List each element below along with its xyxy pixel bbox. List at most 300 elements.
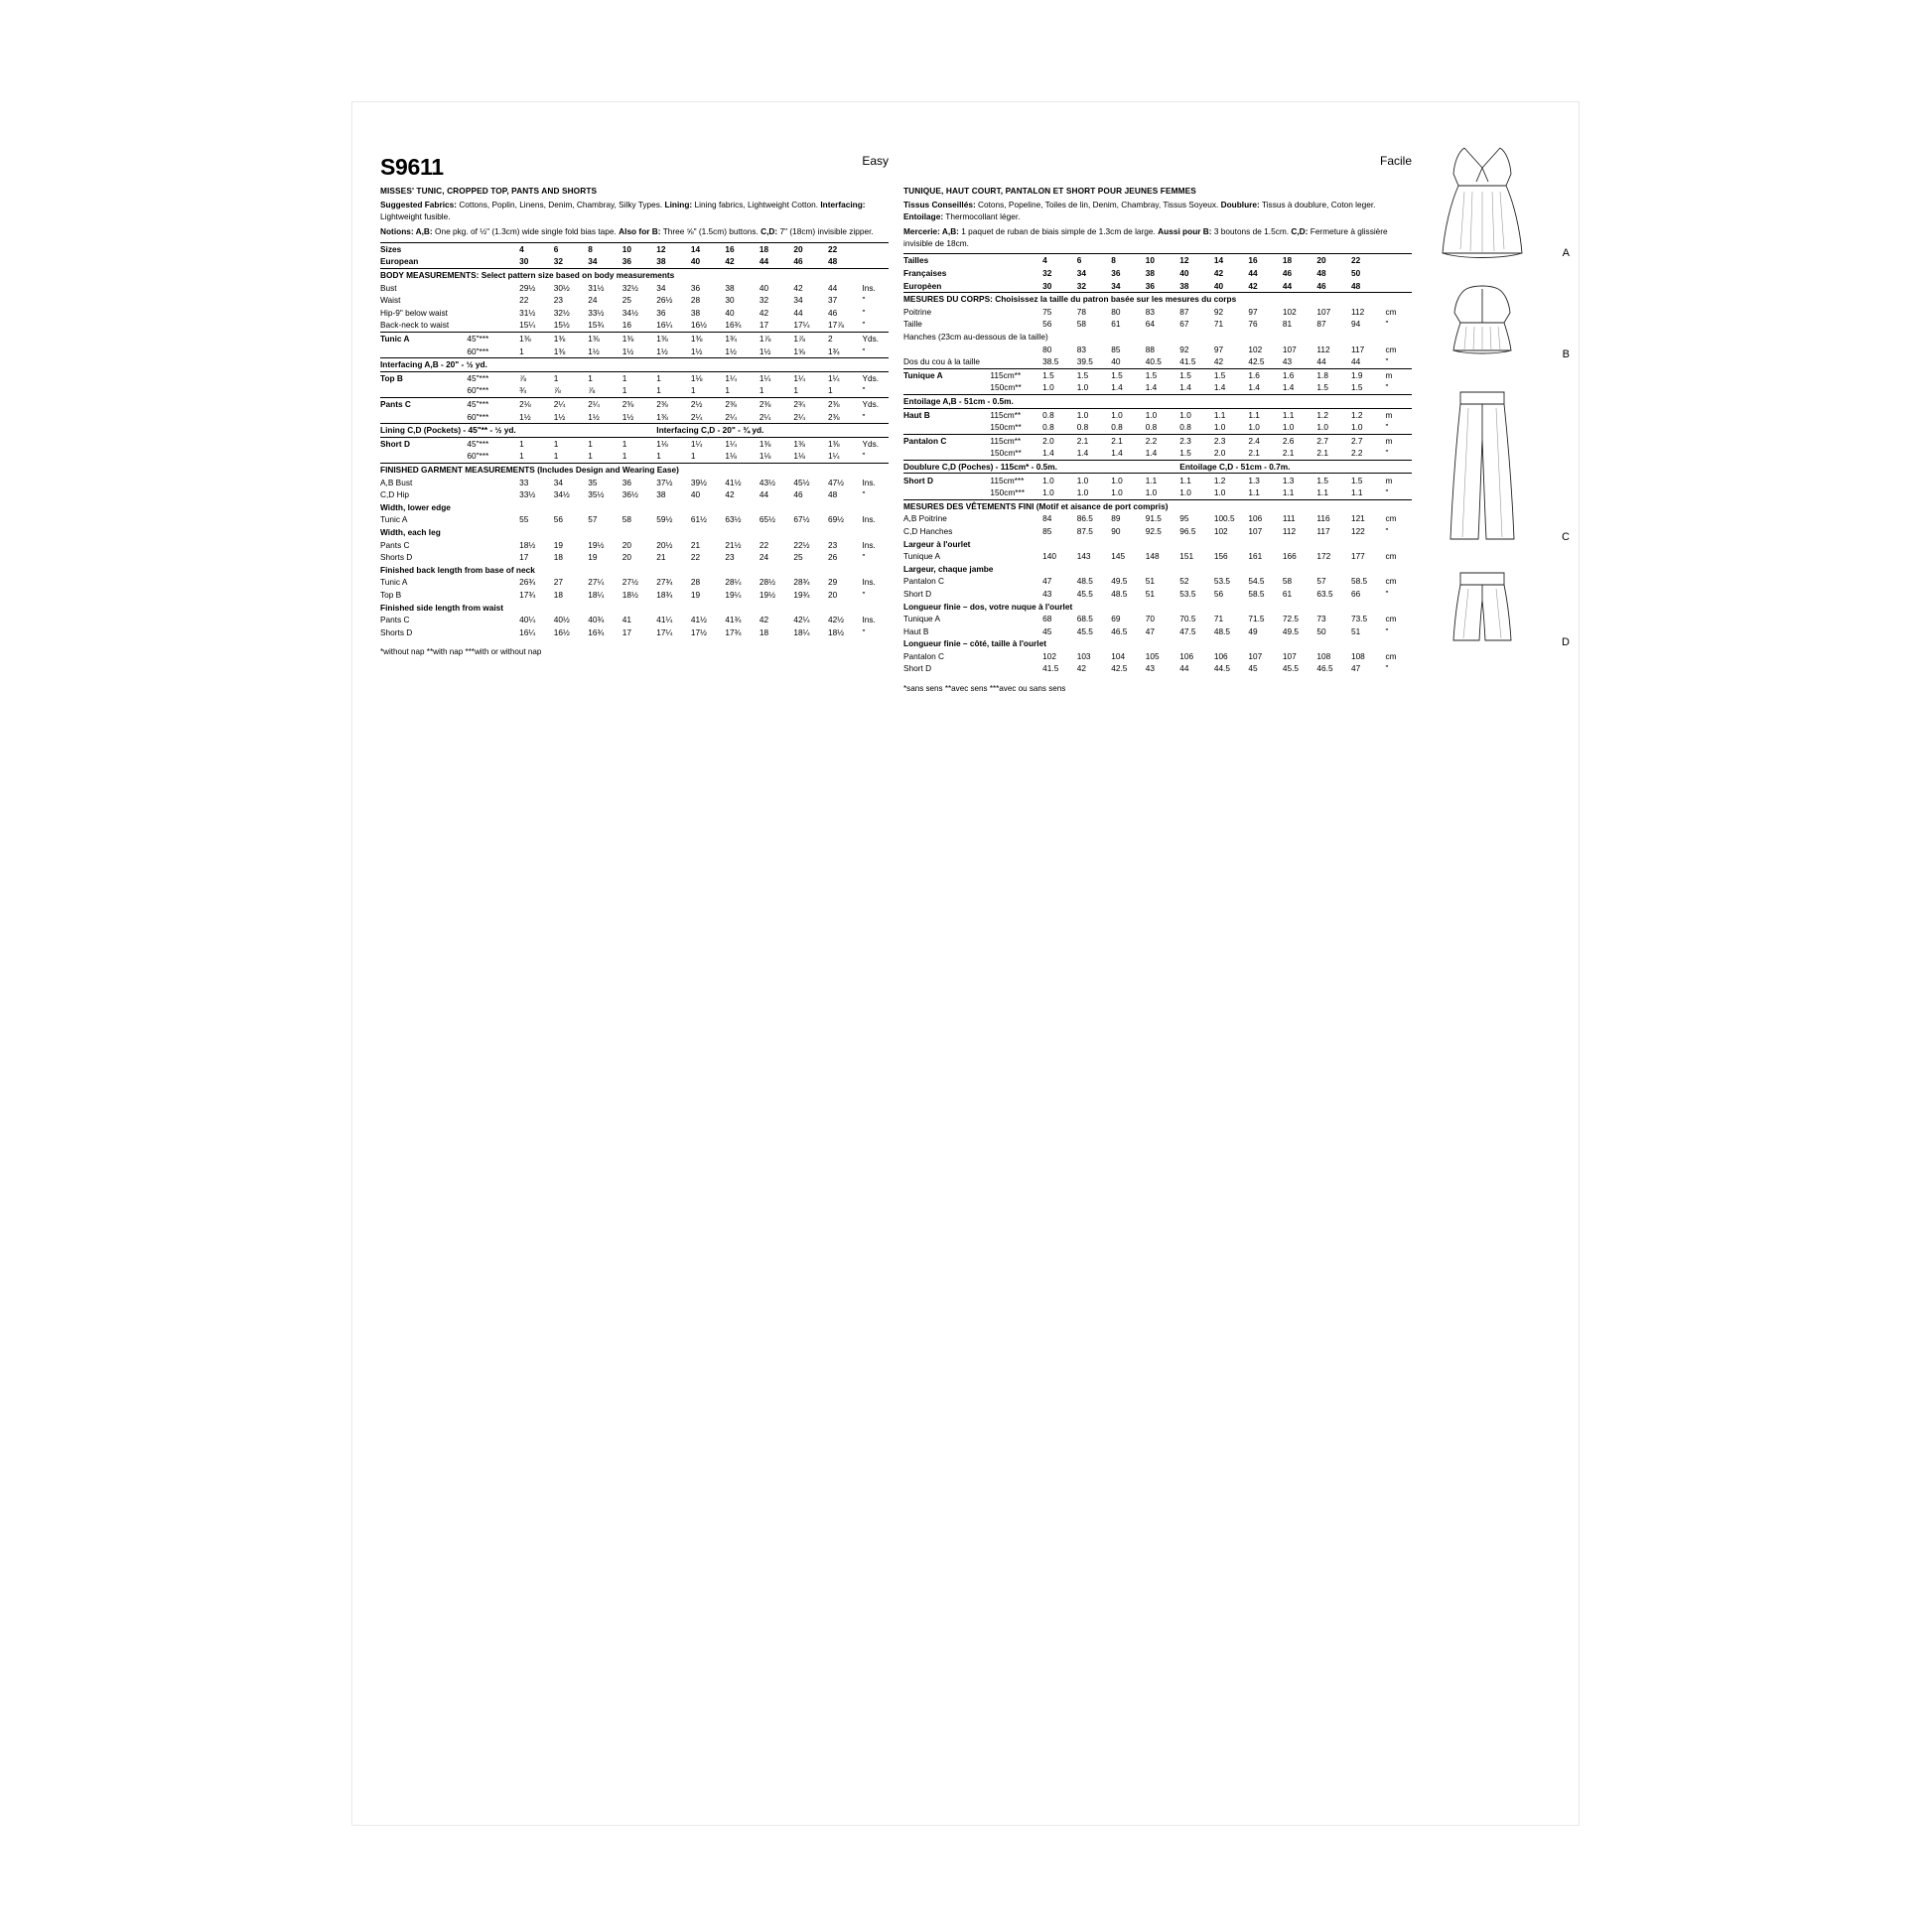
cell: 104 <box>1111 650 1126 661</box>
unit: Ins. <box>862 577 876 588</box>
cell: 22 <box>690 552 701 563</box>
table-row <box>903 394 1412 408</box>
size-cell: 8 <box>588 242 622 255</box>
cell: 2.3 <box>1179 434 1214 447</box>
cell: 1.5 <box>1316 382 1328 393</box>
pattern-title-en: MISSES' TUNIC, CROPPED TOP, PANTS AND SHORTS <box>380 186 598 196</box>
cell: 1.0 <box>1179 487 1191 498</box>
view-label-d: D <box>1562 636 1570 648</box>
table-row <box>903 344 1412 356</box>
subsection-header: Hanches (23cm au-dessous de la taille) <box>903 332 1048 343</box>
cell: 25 <box>621 295 631 306</box>
table-row <box>903 355 1412 368</box>
fabrics-text-en: Cottons, Poplin, Linens, Denim, Chambray, Silky Types. <box>459 200 663 209</box>
cell: 1.1 <box>1214 408 1249 421</box>
cell: 106 <box>1248 513 1263 524</box>
table-row <box>903 474 1412 486</box>
row-label: Pantalon C <box>903 434 990 447</box>
cell: 45.5 <box>1076 588 1093 599</box>
cell: 47½ <box>827 477 845 487</box>
row-label: Tunic A <box>380 577 408 588</box>
cell: 1.4 <box>1111 448 1123 459</box>
cell: 48.5 <box>1111 588 1128 599</box>
cell: 1.5 <box>1077 368 1112 381</box>
cell: 1 <box>759 385 764 396</box>
row-label: Shorts D <box>380 626 413 637</box>
size-cell: 16 <box>725 242 759 255</box>
fabrics-fr <box>903 200 1412 222</box>
cell: 68.5 <box>1076 614 1093 624</box>
cell: 16¾ <box>588 626 605 637</box>
size-cell: 14 <box>691 242 726 255</box>
table-row <box>903 280 1412 293</box>
cell: 32½ <box>621 282 638 293</box>
cell: 28¼ <box>725 577 742 588</box>
cell: 16½ <box>690 320 707 331</box>
cell: 1.0 <box>1042 487 1054 498</box>
cell: 71.5 <box>1248 614 1265 624</box>
cell: 67 <box>1179 319 1189 330</box>
table-row <box>903 650 1412 663</box>
interfacing-note-en: Interfacing A,B - 20" - ½ yd. <box>380 358 889 372</box>
cell: 1.1 <box>1282 487 1295 498</box>
cell: 21 <box>690 539 701 550</box>
cell: 31½ <box>519 307 536 318</box>
unit: " <box>862 411 866 422</box>
cell: 61 <box>1111 319 1121 330</box>
cell: 102 <box>1042 650 1057 661</box>
cell: 44 <box>827 282 838 293</box>
cell: 41¾ <box>725 615 742 625</box>
cell: 43 <box>1282 356 1293 367</box>
cell: 50 <box>1316 625 1326 636</box>
cell: 2⅛ <box>519 397 554 410</box>
cell: 46.5 <box>1316 663 1333 674</box>
table-row <box>903 421 1412 434</box>
cell: 18½ <box>827 626 845 637</box>
cell: 42 <box>759 615 769 625</box>
table-row <box>380 282 889 295</box>
cell: 116 <box>1316 513 1330 524</box>
cell: 40¼ <box>519 615 536 625</box>
size-cell: 6 <box>1077 254 1112 267</box>
cell: 1⅜ <box>656 411 668 422</box>
cell: 2 <box>828 332 863 345</box>
cell: 33½ <box>588 307 605 318</box>
table-section-header <box>380 463 889 476</box>
cell: 1.5 <box>1214 368 1249 381</box>
cell: 41½ <box>690 615 707 625</box>
size-cell: 12 <box>656 242 691 255</box>
cell: 72.5 <box>1282 614 1300 624</box>
table-row <box>380 626 889 639</box>
unit: Ins. <box>862 539 876 550</box>
size-cell: 50 <box>1350 268 1361 279</box>
cell: 70.5 <box>1179 614 1196 624</box>
table-row <box>903 588 1412 601</box>
cell: 31½ <box>588 282 605 293</box>
finished-header-fr: MESURES DES VÊTEMENTS FINI (Motif et aisance de port compris) <box>903 499 1412 512</box>
cell: 39½ <box>690 477 707 487</box>
cell: 0.8 <box>1076 422 1089 433</box>
table-row <box>380 551 889 564</box>
cell: 143 <box>1076 551 1091 562</box>
header-row-fr <box>903 154 1412 184</box>
cell: 1.0 <box>1077 474 1112 486</box>
cell: 1¼ <box>759 371 794 384</box>
cell: 1 <box>656 451 661 462</box>
table-row <box>903 447 1412 460</box>
euro-label-fr: Europèen <box>903 280 942 291</box>
pattern-envelope-back <box>352 102 1579 1825</box>
cell: 1⅛ <box>725 451 737 462</box>
cell: 56 <box>1213 588 1224 599</box>
unit: cm <box>1385 576 1397 587</box>
row-label: Waist <box>380 295 401 306</box>
cell: 32½ <box>553 307 570 318</box>
cell: 41 <box>621 615 631 625</box>
sizes-label-fr: Tailles <box>903 254 990 267</box>
cell: 102 <box>1213 525 1228 536</box>
cell: 1.1 <box>1146 474 1180 486</box>
row-label: Pantalon C <box>903 576 945 587</box>
notions-cd-text-en: 7" (18cm) invisible zipper. <box>779 226 874 237</box>
unit: " <box>1385 356 1389 367</box>
row-label: C,D Hanches <box>903 525 953 536</box>
cell: 0.8 <box>1042 422 1054 433</box>
table-row <box>380 501 889 514</box>
table-row <box>380 307 889 320</box>
cell: 1.0 <box>1248 422 1260 433</box>
table-row <box>903 267 1412 280</box>
size-cell: 48 <box>1350 280 1361 291</box>
cell: 1⅞ <box>759 332 794 345</box>
cell: 1.0 <box>1316 422 1328 433</box>
cell: 1¾ <box>827 345 840 356</box>
cell: 38 <box>690 307 701 318</box>
cell: 23 <box>827 539 838 550</box>
width-label: 150cm** <box>990 382 1022 393</box>
cell: 17¼ <box>793 320 810 331</box>
size-cell: 34 <box>1076 268 1086 279</box>
cell: 1.2 <box>1351 408 1386 421</box>
cell: 40½ <box>553 615 570 625</box>
cell: 44 <box>793 307 803 318</box>
row-label: Tunique A <box>903 614 941 624</box>
cell: 15¼ <box>519 320 536 331</box>
cell: 34 <box>793 295 803 306</box>
cell: 78 <box>1076 306 1086 317</box>
cell: 1⅛ <box>793 451 805 462</box>
unit: Yds. <box>862 371 889 384</box>
lining-note-fr: Doublure C,D (Poches) - 115cm* - 0.5m. <box>903 460 1179 474</box>
unit: Yds. <box>862 332 889 345</box>
cell: 106 <box>1179 650 1194 661</box>
sizes-label-en: Sizes <box>380 242 467 255</box>
subsection-header: Largeur, chaque jambe <box>903 563 994 574</box>
cell: 2⅜ <box>622 397 657 410</box>
cell: 1 <box>554 437 589 450</box>
lining-label-en: Lining: <box>664 200 693 209</box>
table-row <box>380 576 889 589</box>
unit: " <box>862 385 866 396</box>
size-cell: 34 <box>588 256 598 267</box>
width-label: 115cm** <box>990 368 1042 381</box>
table-row <box>380 601 889 614</box>
size-cell: 8 <box>1111 254 1146 267</box>
cell: 83 <box>1076 344 1086 354</box>
table-row <box>380 397 889 410</box>
cell: 81 <box>1282 319 1293 330</box>
unit: m <box>1385 434 1412 447</box>
row-label: Dos du cou à la taille <box>903 356 981 367</box>
cell: 92.5 <box>1145 525 1162 536</box>
cell: 29½ <box>519 282 536 293</box>
cell: 22 <box>759 539 769 550</box>
cell: 26 <box>827 552 838 563</box>
cell: 2.1 <box>1111 434 1146 447</box>
cell: 43½ <box>759 477 776 487</box>
cell: 52 <box>1179 576 1189 587</box>
size-cell: 46 <box>1316 280 1326 291</box>
cell: 87.5 <box>1076 525 1093 536</box>
cell: 1.0 <box>1282 422 1295 433</box>
notions-b-text-en: Three ⅝" (1.5cm) buttons. <box>662 226 759 237</box>
cell: 1.4 <box>1282 382 1295 393</box>
footnote-en: *without nap **with nap ***with or without nap <box>380 647 542 657</box>
finished-header-en: FINISHED GARMENT MEASUREMENTS (Includes Design and Wearing Ease) <box>380 463 889 476</box>
fabrics-text-fr: Cotons, Popeline, Toiles de lin, Denim, Chambray, Tissus Soyeux. <box>978 200 1219 209</box>
cell: 61 <box>1282 588 1293 599</box>
interfacing-note2-en: Interfacing C,D - 20" - ¾ yd. <box>656 424 889 438</box>
width-label: 60"*** <box>467 345 489 356</box>
cell: 33 <box>519 477 529 487</box>
cell: 46 <box>793 489 803 500</box>
size-cell: 18 <box>759 242 794 255</box>
cell: 69 <box>1111 614 1121 624</box>
cell: 17⅞ <box>827 320 845 331</box>
cell: 75 <box>1042 306 1052 317</box>
unit: m <box>1385 408 1412 421</box>
cell: 1.4 <box>1145 448 1158 459</box>
cell: 1¼ <box>725 371 759 384</box>
cell: 1.1 <box>1248 487 1260 498</box>
fr-sizes-label: Françaises <box>903 268 947 279</box>
unit: " <box>1385 448 1389 459</box>
cell: 117 <box>1316 525 1330 536</box>
lining-label-fr: Doublure: <box>1220 200 1260 209</box>
cell: 85 <box>1042 525 1052 536</box>
cell: 1.0 <box>1111 408 1146 421</box>
size-cell: 36 <box>1111 268 1121 279</box>
cell: 28 <box>690 295 701 306</box>
cell: 2.1 <box>1248 448 1260 459</box>
size-cell: 6 <box>554 242 589 255</box>
cell: 42.5 <box>1248 356 1265 367</box>
cell: 92 <box>1213 306 1224 317</box>
unit: Yds. <box>862 437 889 450</box>
cell: 1.0 <box>1146 408 1180 421</box>
cell: 41½ <box>725 477 742 487</box>
row-label: Haut B <box>903 625 929 636</box>
cell: 18 <box>759 626 769 637</box>
cell: 94 <box>1350 319 1361 330</box>
cell: 16 <box>621 320 631 331</box>
table-row <box>380 384 889 397</box>
cell: 1.0 <box>1077 408 1112 421</box>
cell: 24 <box>759 552 769 563</box>
width-label: 150cm** <box>990 448 1022 459</box>
size-cell: 16 <box>1248 254 1283 267</box>
row-label: Taille <box>903 319 922 330</box>
cell: 2.6 <box>1283 434 1317 447</box>
lining-text-fr: Tissus à doublure, Coton leger. <box>1261 200 1376 209</box>
cell: 2⅜ <box>827 411 840 422</box>
notions-cd-label-en: C,D: <box>760 226 778 237</box>
notions-cd-text-fr: Fermeture à glissière invisible de 18cm. <box>903 226 1388 248</box>
cell: 47 <box>1350 663 1361 674</box>
cell: 20 <box>621 539 631 550</box>
unit: " <box>862 307 866 318</box>
interfacing-label-en: Interfacing: <box>820 200 866 209</box>
unit: " <box>862 489 866 500</box>
unit: cm <box>1385 306 1397 317</box>
row-label: A,B Bust <box>380 477 413 487</box>
cell: 49 <box>1248 625 1258 636</box>
notions-text-fr: 1 paquet de ruban de biais simple de 1.3cm de large. <box>961 226 1156 237</box>
width-label: 45"*** <box>467 332 519 345</box>
table-row <box>380 411 889 424</box>
cell: 1¼ <box>827 451 840 462</box>
cell: 1.5 <box>1179 368 1214 381</box>
cell: 108 <box>1316 650 1331 661</box>
size-cell: 36 <box>1145 280 1155 291</box>
cell: 1⅜ <box>828 437 863 450</box>
cell: 1.4 <box>1248 382 1260 393</box>
cell: 18¼ <box>793 626 810 637</box>
size-cell: 20 <box>793 242 828 255</box>
cell: 27¾ <box>656 577 673 588</box>
unit: cm <box>1385 344 1397 354</box>
subsection-header: Finished back length from base of neck <box>380 564 535 575</box>
cell: 2¾ <box>793 397 828 410</box>
cell: 1.4 <box>1213 382 1226 393</box>
table-row <box>903 434 1412 447</box>
table-section-header <box>380 268 889 281</box>
table-row <box>903 512 1412 525</box>
cell: 17 <box>621 626 631 637</box>
cell: 65½ <box>759 514 776 525</box>
cell: 107 <box>1282 650 1297 661</box>
cell: 1.4 <box>1076 448 1089 459</box>
width-label: 45"*** <box>467 371 519 384</box>
cell: 57 <box>1316 576 1326 587</box>
cell: 1.5 <box>1351 474 1386 486</box>
cell: 2.0 <box>1213 448 1226 459</box>
cell: 49.5 <box>1111 576 1128 587</box>
unit: cm <box>1385 650 1397 661</box>
notions-text-en: One pkg. of ½" (1.3cm) wide single fold bias tape. <box>435 226 617 237</box>
cell: 18 <box>553 552 563 563</box>
cell: 42.5 <box>1111 663 1128 674</box>
row-label: Short D <box>903 588 932 599</box>
cell: 37½ <box>656 477 673 487</box>
cell: 17¾ <box>519 589 536 600</box>
cell: 92 <box>1179 344 1189 354</box>
cell: 87 <box>1316 319 1326 330</box>
french-column <box>903 154 1412 693</box>
table-row <box>380 345 889 358</box>
cell: 1.0 <box>1213 487 1226 498</box>
cell: 16½ <box>553 626 570 637</box>
size-cell: 4 <box>519 242 554 255</box>
cell: 1.2 <box>1214 474 1249 486</box>
cell: 1⅜ <box>519 332 554 345</box>
cell: 2¼ <box>725 411 737 422</box>
table-row <box>903 306 1412 319</box>
cell: 1⅜ <box>588 332 622 345</box>
table-row <box>903 537 1412 550</box>
cell: 89 <box>1111 513 1121 524</box>
row-label: Top B <box>380 589 402 600</box>
cell: 34½ <box>621 307 638 318</box>
cell: 45½ <box>793 477 810 487</box>
cell: 1.4 <box>1111 382 1123 393</box>
cell: 2.1 <box>1316 448 1328 459</box>
cell: 177 <box>1350 551 1365 562</box>
body-measurements-header-en: BODY MEASUREMENTS: Select pattern size based on body measurements <box>380 268 889 281</box>
cell: 1.6 <box>1283 368 1317 381</box>
cell: 80 <box>1111 306 1121 317</box>
cell: 55 <box>519 514 529 525</box>
table-row <box>903 613 1412 625</box>
notions-fr <box>903 226 1412 249</box>
cell: 18½ <box>519 539 536 550</box>
cell: 107 <box>1248 525 1263 536</box>
cell: 83 <box>1145 306 1155 317</box>
size-cell: 34 <box>1111 280 1121 291</box>
cell: 1.6 <box>1248 368 1283 381</box>
cell: 102 <box>1282 306 1297 317</box>
cell: 73.5 <box>1350 614 1368 624</box>
cell: 1 <box>793 385 799 396</box>
interfacing-label-fr: Entoilage: <box>903 210 944 221</box>
notions-b-label-fr: Aussi pour B: <box>1158 226 1212 237</box>
table-row <box>380 589 889 602</box>
row-label: Tunique A <box>903 368 990 381</box>
cell: 1 <box>553 451 559 462</box>
cell: 107 <box>1316 306 1331 317</box>
cell: 2.4 <box>1248 434 1283 447</box>
cell: 69½ <box>827 514 845 525</box>
table-row <box>380 564 889 577</box>
cell: 95 <box>1179 513 1189 524</box>
cell: 40 <box>725 307 735 318</box>
notions-cd-label-fr: C,D: <box>1291 226 1309 237</box>
unit: Ins. <box>862 514 876 525</box>
cell: 26½ <box>656 295 673 306</box>
size-cell: 40 <box>1179 268 1189 279</box>
cell: 18¾ <box>656 589 673 600</box>
cell: 97 <box>1213 344 1224 354</box>
table-row <box>380 450 889 463</box>
cell: 17¾ <box>725 626 742 637</box>
size-cell: 20 <box>1316 254 1351 267</box>
cell: 42½ <box>827 615 845 625</box>
cell: 41.5 <box>1179 356 1196 367</box>
cell: 1½ <box>656 345 668 356</box>
row-label: Hip-9" below waist <box>380 307 448 318</box>
